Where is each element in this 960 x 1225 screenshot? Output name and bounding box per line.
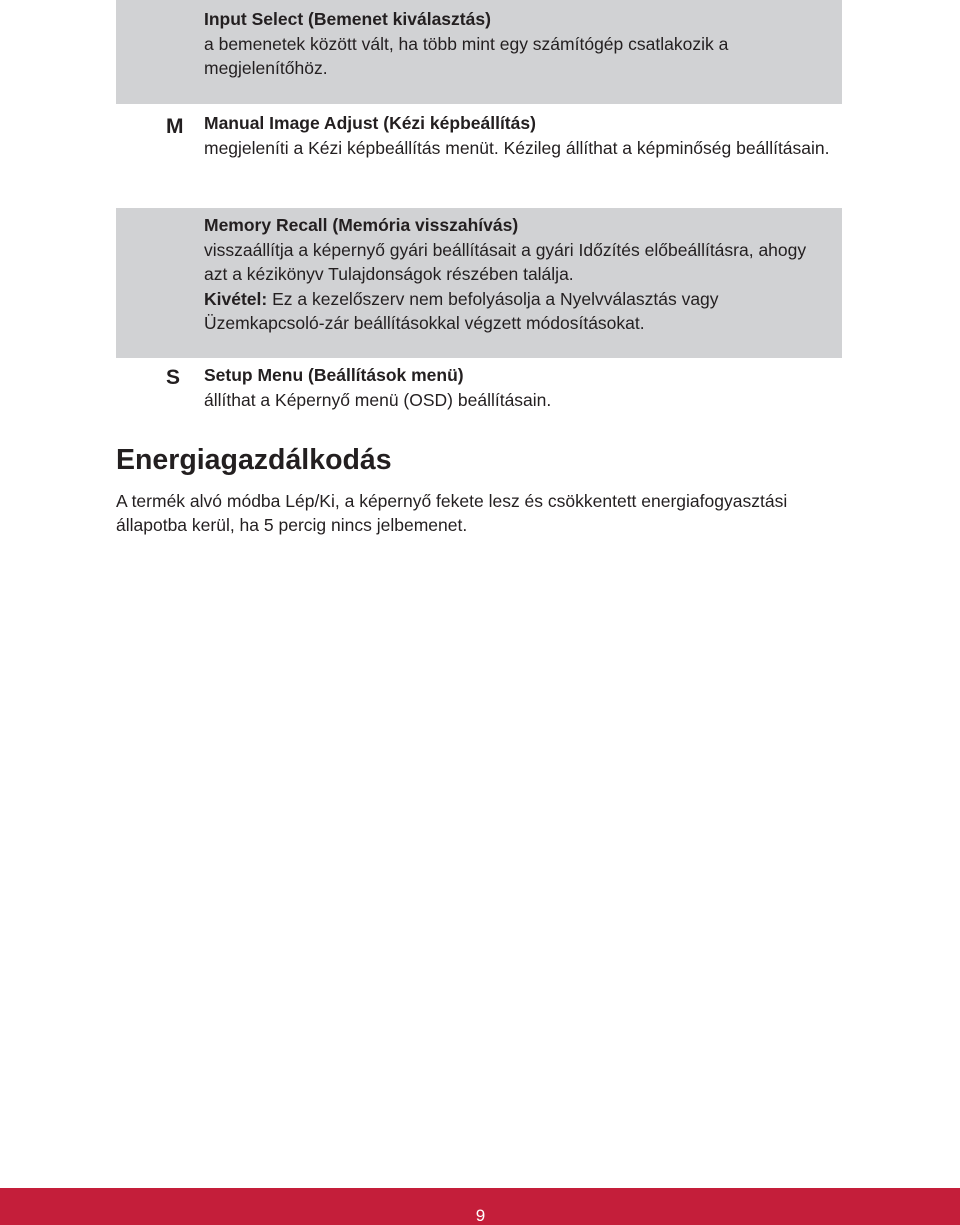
entry-note <box>204 287 834 336</box>
entry-manual-image-adjust <box>116 104 842 208</box>
entry-text <box>204 363 834 412</box>
section-body: A termék alvó módba Lép/Ki, a képernyő fekete lesz és csökkentett energiafogyasztási állapotba kerül, ha 5 percig nincs jelbemenet. <box>116 491 788 535</box>
note-text: Ez a kezelőszerv nem befolyásolja a Nyelvválasztás vagy Üzemkapcsoló-zár beállításokkal végzett módosításokat. <box>204 288 719 333</box>
entry-text <box>204 7 834 81</box>
entry-description: a bemenetek között vált, ha több mint egy számítógép csatlakozik a megjelenítőhöz. <box>204 33 729 78</box>
entry-title: Memory Recall (Memória visszahívás) <box>204 215 519 235</box>
entry-title: Input Select (Bemenet kiválasztás) <box>204 9 491 29</box>
entry-setup-menu <box>116 358 842 428</box>
note-label: Kivétel: <box>204 288 268 309</box>
section-heading: Energiagazdálkodás <box>116 444 392 476</box>
entry-input-select <box>116 0 842 104</box>
entry-letter: S <box>166 366 181 389</box>
page-number <box>0 1206 960 1225</box>
entry-title: Setup Menu (Beállítások menü) <box>204 365 464 385</box>
entry-memory-recall <box>116 208 842 358</box>
entry-letter: M <box>166 115 184 138</box>
entry-text <box>204 213 834 336</box>
entry-description: megjeleníti a Kézi képbeállítás menüt. Kézileg állíthat a képminőség beállításain. <box>204 137 830 158</box>
entry-description: állíthat a Képernyő menü (OSD) beállításain. <box>204 389 552 410</box>
entry-text <box>204 111 834 160</box>
page-number-text: 9 <box>475 1206 486 1225</box>
entry-description: visszaállítja a képernyő gyári beállításait a gyári Időzítés előbeállításra, ahogy azt a kézikönyv Tulajdonságok részében találja. <box>204 239 807 284</box>
entry-title: Manual Image Adjust (Kézi képbeállítás) <box>204 113 536 133</box>
